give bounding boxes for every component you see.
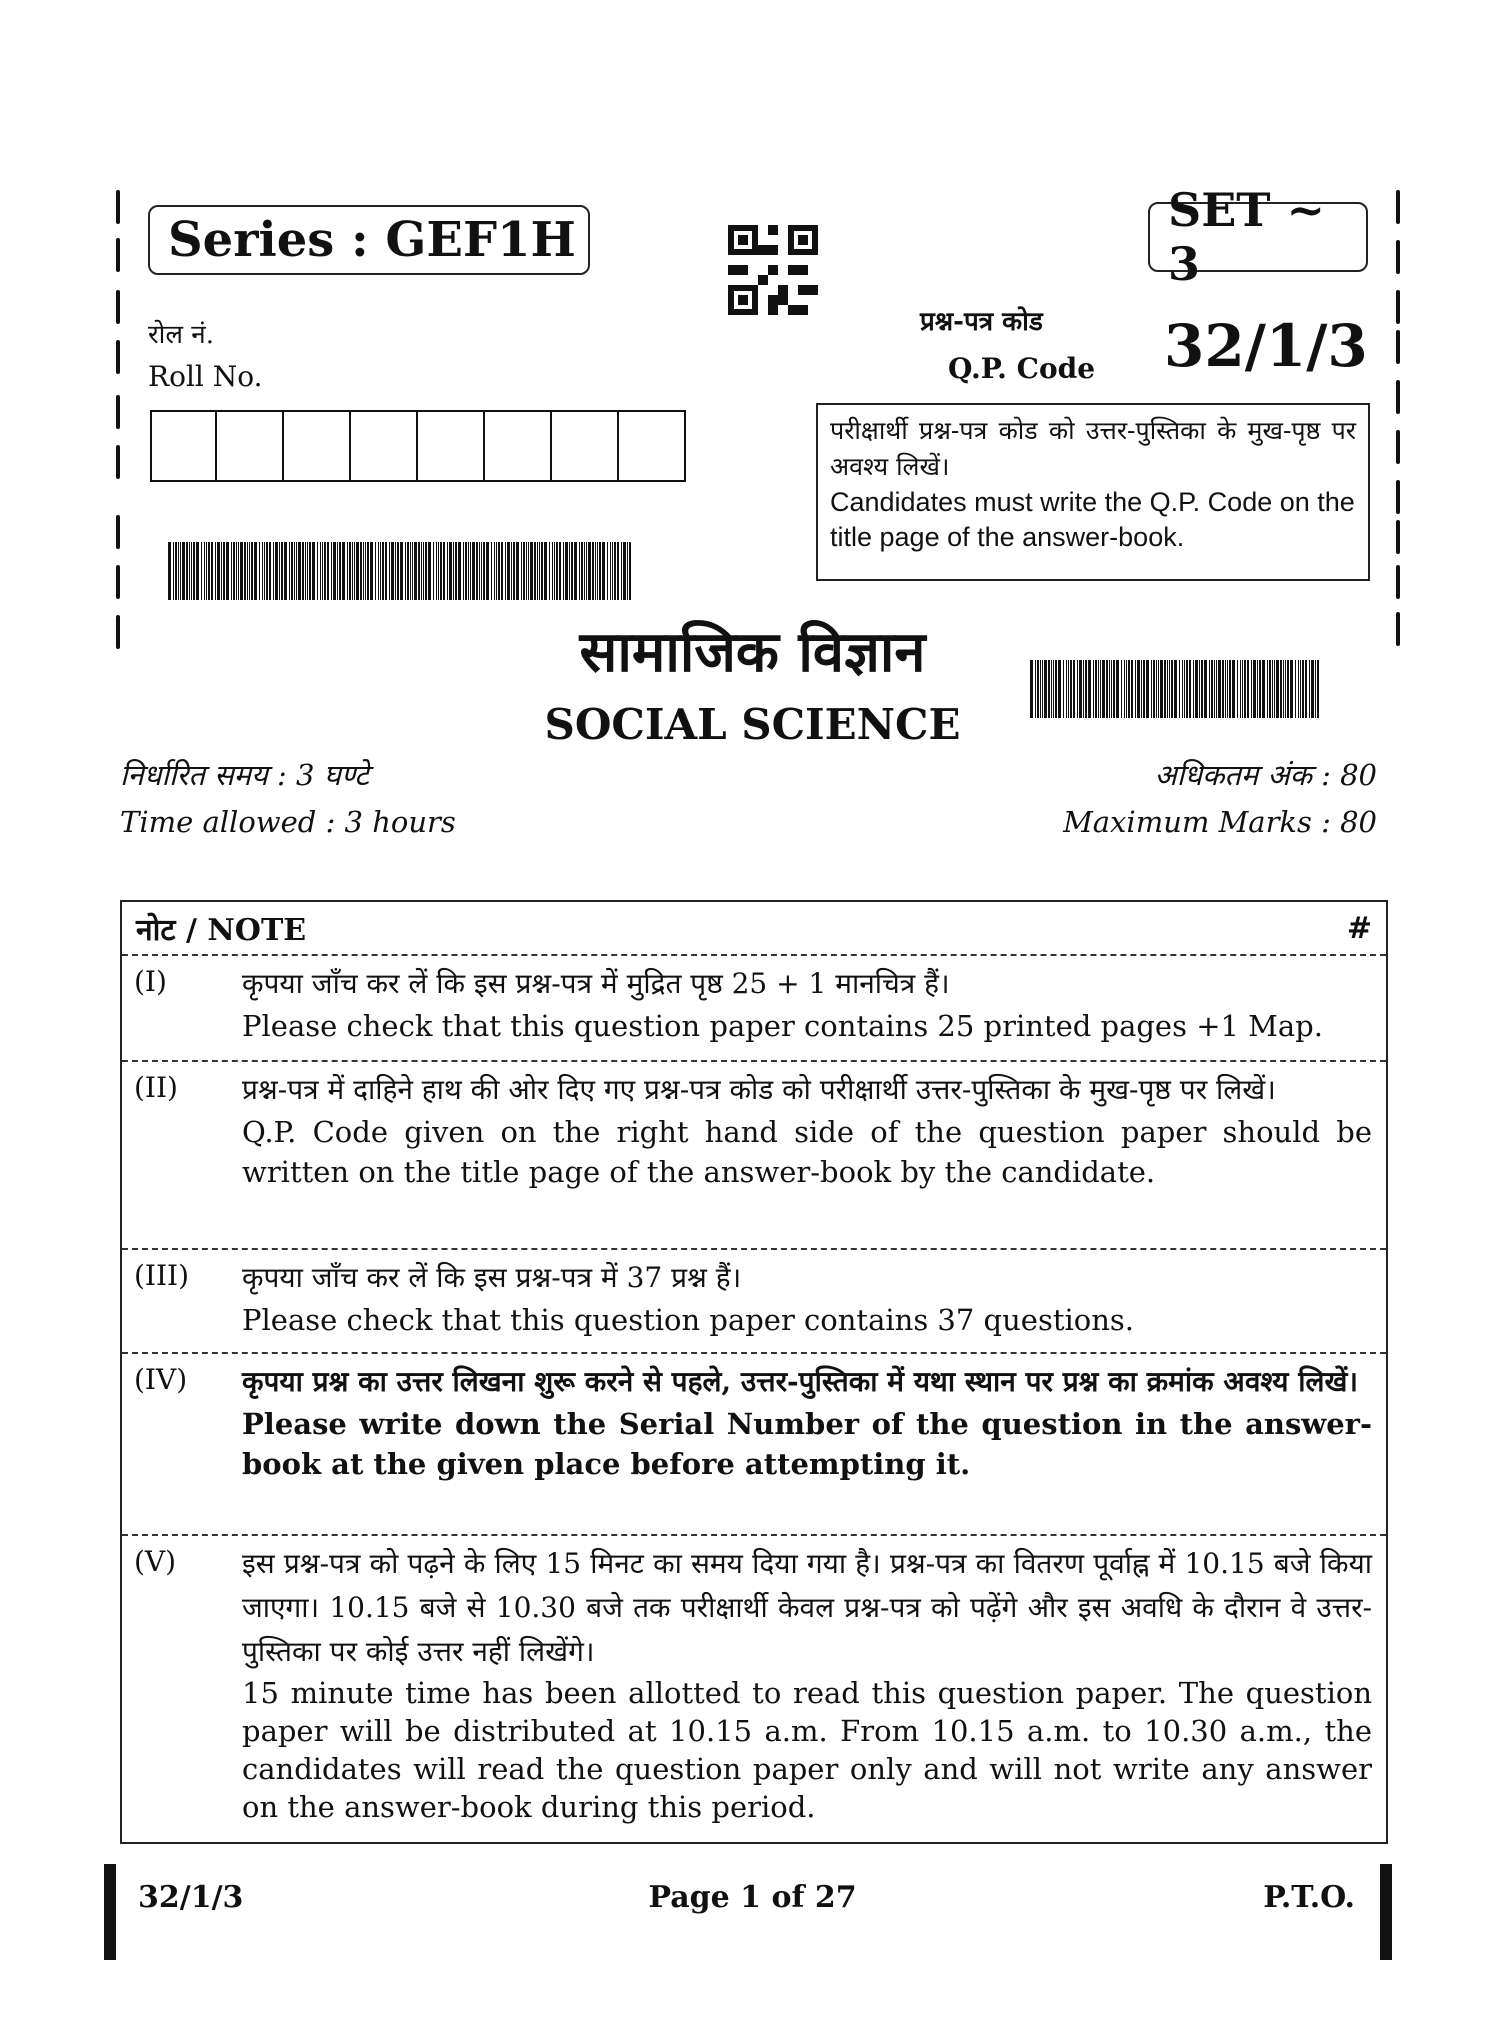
qp-code-label-en: Q.P. Code: [948, 352, 1096, 385]
qp-code-label-hi: प्रश्न-पत्र कोड: [920, 307, 1043, 337]
note-item: [122, 956, 1386, 1062]
roll-digit-box[interactable]: [619, 410, 686, 482]
roll-digit-box[interactable]: [552, 410, 619, 482]
roll-label-en: Roll No.: [148, 360, 263, 393]
qr-code-icon: [728, 225, 818, 315]
note-item-text-en: Please check that this question paper contains 37 questions.: [242, 1303, 1134, 1337]
pto-label: P.T.O.: [1263, 1880, 1355, 1915]
set-box: [1148, 183, 1368, 291]
note-item-text-en: Q.P. Code given on the right hand side of the question paper should be written on the title page of the answer-book by the candidate.: [242, 1115, 1372, 1189]
qp-code: 32/1/3: [1164, 312, 1368, 380]
note-item-text-hi: इस प्रश्न-पत्र को पढ़ने के लिए 15 मिनट का समय दिया गया है। प्रश्न-पत्र का वितरण पूर्वाह्न में 10.15 बजे किया जाएगा। 10.15 बजे से 10.30 बजे तक परीक्षार्थी केवल प्रश्न-पत्र को पढ़ेंगे और इस अवधि के दौरान वे उत्तर-पुस्तिका पर कोई उत्तर नहीं लिखेंगे।: [242, 1547, 1372, 1668]
note-item-number: (III): [134, 1259, 190, 1292]
note-item-text-hi: कृपया जाँच कर लें कि इस प्रश्न-पत्र में 37 प्रश्न हैं।: [242, 1261, 742, 1294]
time-allowed-en: Time allowed : 3 hours: [120, 805, 456, 839]
notice-text-hi: परीक्षार्थी प्रश्न-पत्र कोड को उत्तर-पुस्तिका के मुख-पृष्ठ पर अवश्य लिखें।: [830, 416, 1356, 481]
note-item-text-en: Please write down the Serial Number of the question in the answer-book at the given place before attempting it.: [242, 1407, 1372, 1481]
note-item: [122, 1536, 1386, 1842]
roll-digit-box[interactable]: [351, 410, 418, 482]
note-item-text-en: Please check that this question paper contains 25 printed pages +1 Map.: [242, 1009, 1323, 1043]
roll-digit-box[interactable]: [150, 410, 217, 482]
series-box: [148, 205, 590, 275]
note-header: [122, 902, 1386, 956]
max-marks-hi: अधिकतम अंक : 80: [1154, 758, 1377, 792]
note-table: [120, 900, 1388, 1844]
note-item-number: (V): [134, 1545, 177, 1578]
subject-title-hi: सामाजिक विज्ञान: [579, 619, 926, 685]
note-item-text-hi: कृपया जाँच कर लें कि इस प्रश्न-पत्र में मुद्रित पृष्ठ 25 + 1 मानचित्र हैं।: [242, 967, 950, 1000]
series-label: Series : GEF1H: [168, 212, 576, 268]
note-item-number: (I): [134, 965, 167, 998]
roll-digit-box[interactable]: [284, 410, 351, 482]
note-item-number: (II): [134, 1071, 178, 1104]
roll-digit-box[interactable]: [217, 410, 284, 482]
note-item: [122, 1062, 1386, 1250]
roll-number-boxes: [150, 410, 686, 482]
roll-label-hi: रोल नं.: [148, 320, 214, 350]
note-hash: #: [1346, 910, 1372, 946]
note-heading: नोट / NOTE: [136, 912, 307, 948]
notice-text-en: Candidates must write the Q.P. Code on the title page of the answer-book.: [830, 487, 1355, 552]
qp-code-notice-box: [816, 403, 1370, 581]
barcode-icon: [168, 542, 636, 600]
roll-digit-box[interactable]: [418, 410, 485, 482]
time-allowed-hi: निर्धारित समय : 3 घण्टे: [120, 758, 369, 792]
barcode-icon: [1030, 660, 1320, 718]
note-item-number: (IV): [134, 1363, 188, 1396]
note-item: [122, 1250, 1386, 1354]
note-item-text-en: 15 minute time has been allotted to read this question paper. The question paper will be distributed at 10.15 a.m. From 10.15 a.m. to 10.30 a.m., the candidates will read the question paper only and will not write any answer on the answer-book during this period.: [242, 1676, 1372, 1824]
set-label: SET ~ 3: [1168, 183, 1326, 291]
footer-qp-code: 32/1/3: [138, 1880, 244, 1915]
note-item: [122, 1354, 1386, 1536]
note-item-text-hi: कृपया प्रश्न का उत्तर लिखना शुरू करने से पहले, उत्तर-पुस्तिका में यथा स्थान पर प्रश्न का क्रमांक अवश्य लिखें।: [242, 1365, 1359, 1398]
page-number: Page 1 of 27: [648, 1880, 857, 1915]
note-item-text-hi: प्रश्न-पत्र में दाहिने हाथ की ओर दिए गए प्रश्न-पत्र कोड को परीक्षार्थी उत्तर-पुस्तिका के मुख-पृष्ठ पर लिखें।: [242, 1073, 1276, 1106]
roll-digit-box[interactable]: [485, 410, 552, 482]
subject-title-en: SOCIAL SCIENCE: [544, 700, 961, 749]
max-marks-en: Maximum Marks : 80: [1063, 805, 1377, 839]
